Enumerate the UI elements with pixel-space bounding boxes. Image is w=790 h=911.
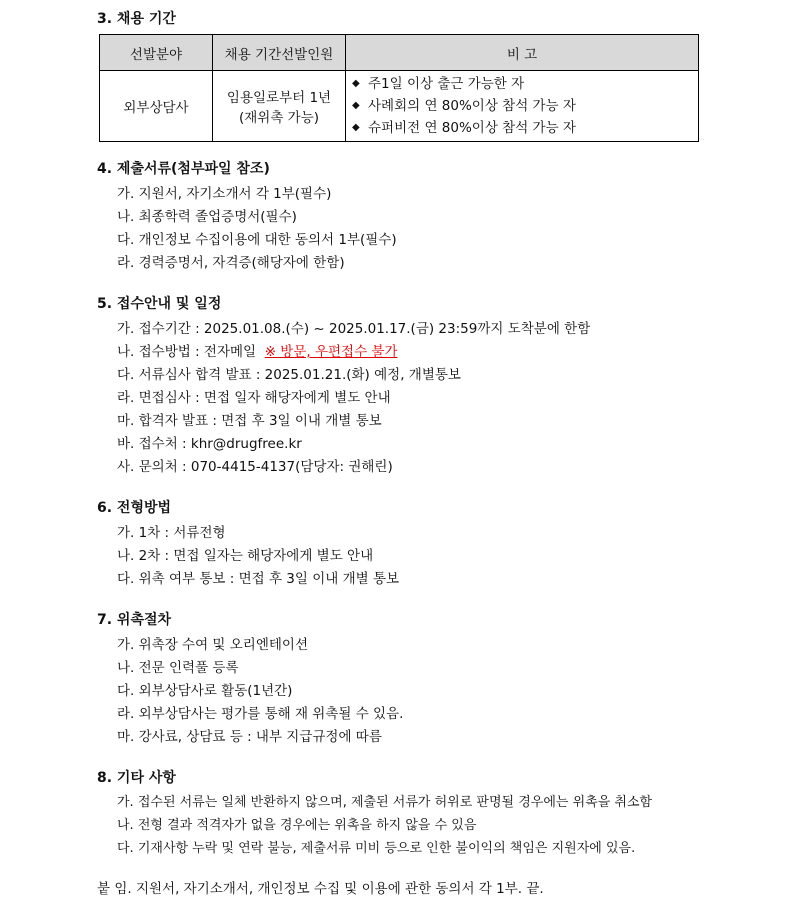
- list-item: 다. 개인정보 수집이용에 대한 동의서 1부(필수): [117, 232, 397, 248]
- table-header-row: [100, 35, 699, 71]
- warning-note: ※ 방문, 우편접수 불가: [264, 344, 398, 360]
- list-item: 나. 전문 인력풀 등록: [117, 660, 239, 676]
- list-item: 라. 외부상담사는 평가를 통해 재 위촉될 수 있음.: [117, 706, 404, 722]
- note-item: ◆ 주1일 이상 출근 가능한 자: [352, 73, 697, 95]
- recruitment-table: [99, 34, 699, 142]
- list-item: 다. 위촉 여부 통보 : 면접 후 3일 이내 개별 통보: [117, 571, 400, 587]
- list-item: 나. 접수방법 : 전자메일 ※ 방문, 우편접수 불가: [117, 344, 398, 360]
- section-8-title: 8. 기타 사항: [97, 770, 176, 786]
- section-4-title: 4. 제출서류(첨부파일 참조): [97, 161, 270, 177]
- list-item: 라. 경력증명서, 자격증(해당자에 한함): [117, 255, 345, 271]
- list-item: 가. 지원서, 자기소개서 각 1부(필수): [117, 186, 332, 202]
- list-item: 가. 위촉장 수여 및 오리엔테이션: [117, 637, 308, 653]
- list-item: 가. 접수된 서류는 일체 반환하지 않으며, 제출된 서류가 허위로 판명될 경우에는 위촉을 취소함: [117, 795, 653, 810]
- section-7-title: 7. 위촉절차: [97, 612, 172, 628]
- note-item: ◆ 슈퍼비전 연 80%이상 참석 가능 자: [352, 117, 697, 139]
- list-item: 가. 접수기간 : 2025.01.08.(수) ~ 2025.01.17.(금) 23:59까지 도착분에 한함: [117, 321, 591, 337]
- list-item: 나. 최종학력 졸업증명서(필수): [117, 209, 297, 225]
- list-item: 마. 강사료, 상담료 등 : 내부 지급규정에 따름: [117, 729, 382, 745]
- list-item: 마. 합격자 발표 : 면접 후 3일 이내 개별 통보: [117, 413, 382, 429]
- table-row: [100, 71, 699, 142]
- list-item: 나. 2차 : 면접 일자는 해당자에게 별도 안내: [117, 548, 374, 564]
- bullet-icon: ◆: [352, 78, 360, 89]
- bullet-icon: ◆: [352, 100, 360, 111]
- header-field: 선발분야: [100, 35, 213, 71]
- cell-field: 외부상담사: [100, 71, 213, 142]
- section-3-title: 3. 채용 기간: [97, 11, 176, 27]
- header-notes: 비 고: [346, 35, 699, 71]
- list-item: 나. 전형 결과 적격자가 없을 경우에는 위촉을 하지 않을 수 있음: [117, 818, 477, 833]
- cell-period: 임용일로부터 1년 (재위촉 가능): [213, 71, 346, 142]
- attachment-footer: 붙 임. 지원서, 자기소개서, 개인정보 수집 및 이용에 관한 동의서 각 1부. 끝.: [97, 881, 544, 897]
- list-item: 바. 접수처 : khr@drugfree.kr: [117, 436, 302, 452]
- cell-notes: [346, 71, 699, 142]
- list-item: 다. 외부상담사로 활동(1년간): [117, 683, 293, 699]
- note-item: ◆ 사례회의 연 80%이상 참석 가능 자: [352, 95, 697, 117]
- section-5-title: 5. 접수안내 및 일정: [97, 296, 222, 312]
- list-item: 사. 문의처 : 070-4415-4137(담당자: 권해린): [117, 459, 393, 475]
- list-item: 가. 1차 : 서류전형: [117, 525, 226, 541]
- header-period: 채용 기간선발인원: [213, 35, 346, 71]
- section-6-title: 6. 전형방법: [97, 500, 172, 516]
- list-item: 라. 면접심사 : 면접 일자 해당자에게 별도 안내: [117, 390, 391, 406]
- list-item: 다. 기재사항 누락 및 연락 불능, 제출서류 미비 등으로 인한 불이익의 책임은 지원자에 있음.: [117, 841, 636, 856]
- bullet-icon: ◆: [352, 122, 360, 133]
- list-item: 다. 서류심사 합격 발표 : 2025.01.21.(화) 예정, 개별통보: [117, 367, 461, 383]
